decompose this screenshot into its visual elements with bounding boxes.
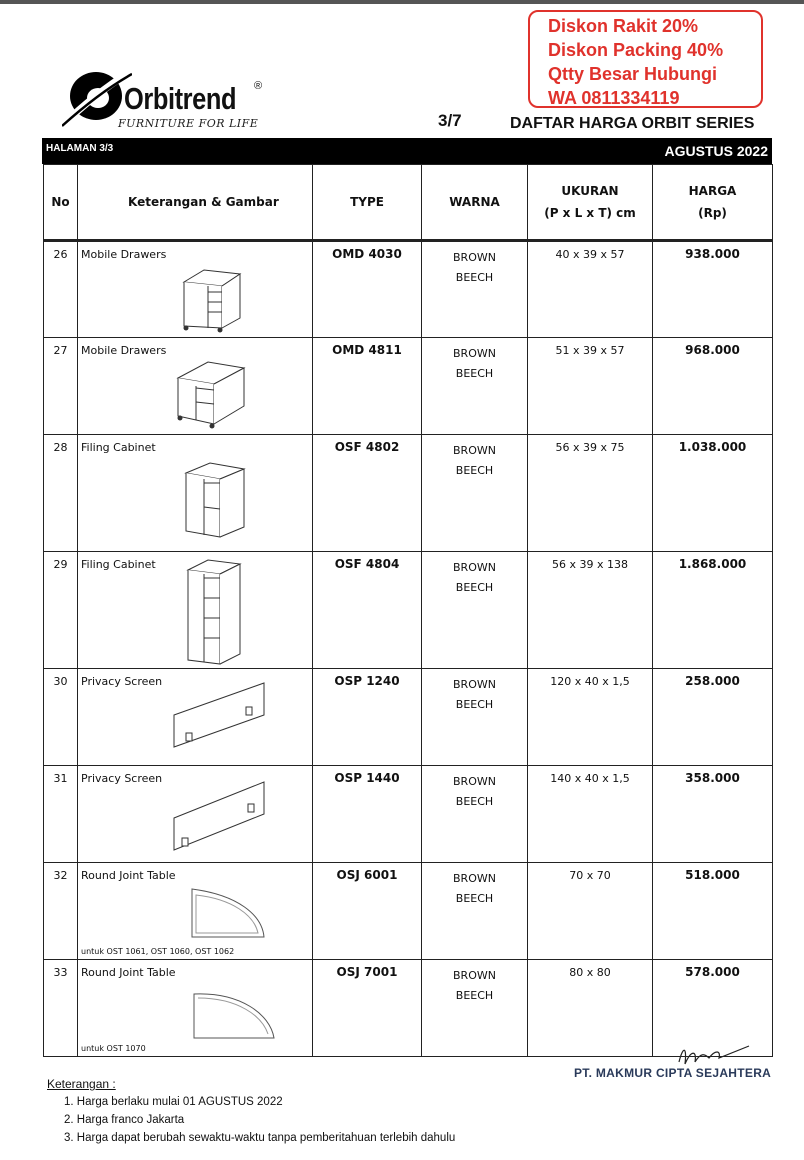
table-row [44,669,773,766]
col-header-harga-unit: (Rp) [698,206,727,220]
table-row [44,435,773,552]
row-color-2: BEECH [455,581,494,594]
row-no: 33 [44,960,78,1057]
row-desc [78,435,313,552]
row-color [422,863,528,960]
row-no: 32 [44,863,78,960]
registered-mark: ® [254,80,263,92]
row-size: 70 x 70 [528,863,653,960]
row-price: 358.000 [653,766,773,863]
row-note: untuk OST 1061, OST 1060, OST 1062 [81,947,235,956]
row-color-2: BEECH [455,795,494,808]
col-header-ukuran-title: UKURAN [561,184,619,198]
col-header-desc: Keterangan & Gambar [78,165,313,241]
row-no: 30 [44,669,78,766]
table-header-row [44,165,773,241]
note-item: 3. Harga dapat berubah sewaktu-waktu tanpa pemberitahuan terlebih dahulu [64,1132,456,1144]
row-type: OMD 4030 [313,241,422,338]
filing-cabinet-2-icon [182,457,248,541]
row-color-2: BEECH [455,892,494,905]
row-desc [78,766,313,863]
table-row [44,960,773,1057]
brand-tagline: FURNITURE FOR LIFE [118,117,259,130]
row-color-1: BROWN [453,444,496,457]
row-color [422,960,528,1057]
row-price: 938.000 [653,241,773,338]
round-joint-table-icon [190,988,280,1044]
row-no: 31 [44,766,78,863]
col-header-harga [653,165,773,241]
row-no: 28 [44,435,78,552]
row-color-1: BROWN [453,969,496,982]
mobile-drawer-2-icon [174,354,248,430]
row-color-2: BEECH [455,698,494,711]
col-header-ukuran [528,165,653,241]
row-price: 578.000 [653,960,773,1057]
privacy-screen-icon [172,681,268,751]
page-number: 3/7 [438,111,462,130]
row-color-1: BROWN [453,251,496,264]
row-desc [78,669,313,766]
row-size: 56 x 39 x 138 [528,552,653,669]
orbitrend-logo [62,66,282,136]
row-size: 51 x 39 x 57 [528,338,653,435]
row-desc [78,960,313,1057]
row-color-1: BROWN [453,872,496,885]
round-joint-table-icon [188,885,268,941]
promo-box [528,10,763,108]
row-price: 1.038.000 [653,435,773,552]
row-color-2: BEECH [455,271,494,284]
brand-name: Orbitrend [124,81,237,116]
row-type: OSF 4802 [313,435,422,552]
notes-list [64,1093,455,1147]
promo-line-4: WA 0811334119 [548,88,680,108]
filing-cabinet-4-icon [184,556,244,666]
row-no: 29 [44,552,78,669]
document-title: DAFTAR HARGA ORBIT SERIES [510,115,755,132]
row-color-1: BROWN [453,347,496,360]
col-header-harga-title: HARGA [688,184,737,198]
col-header-type: TYPE [313,165,422,241]
row-color-1: BROWN [453,775,496,788]
row-desc-text: Privacy Screen [81,772,163,785]
col-header-no: No [44,165,78,241]
section-label: HALAMAN 3/3 [46,143,114,154]
row-price: 258.000 [653,669,773,766]
row-desc-text: Filing Cabinet [81,558,156,571]
row-type: OSJ 7001 [313,960,422,1057]
row-desc-text: Round Joint Table [81,966,176,979]
row-color-2: BEECH [455,367,494,380]
promo-line-3: Qtty Besar Hubungi [548,64,718,84]
top-border [0,0,804,4]
row-color [422,669,528,766]
row-desc-text: Filing Cabinet [81,441,156,454]
row-price: 1.868.000 [653,552,773,669]
row-size: 40 x 39 x 57 [528,241,653,338]
promo-line-1: Diskon Rakit 20% [548,16,699,36]
row-type: OSJ 6001 [313,863,422,960]
row-color [422,241,528,338]
mobile-drawer-3-icon [178,264,244,334]
header-band [42,138,772,164]
price-table [43,164,773,1057]
company-name: PT. MAKMUR CIPTA SEJAHTERA [574,1066,772,1080]
col-header-warna: WARNA [422,165,528,241]
row-color [422,552,528,669]
row-desc-text: Privacy Screen [81,675,163,688]
row-desc [78,338,313,435]
table-row [44,552,773,669]
row-desc-text: Round Joint Table [81,869,176,882]
row-size: 120 x 40 x 1,5 [528,669,653,766]
row-desc [78,863,313,960]
row-type: OSP 1440 [313,766,422,863]
row-type: OSP 1240 [313,669,422,766]
row-color [422,435,528,552]
row-desc [78,552,313,669]
row-color-1: BROWN [453,561,496,574]
row-type: OSF 4804 [313,552,422,669]
col-header-ukuran-unit: (P x L x T) cm [544,206,636,220]
row-color [422,766,528,863]
row-color-1: BROWN [453,678,496,691]
row-price: 968.000 [653,338,773,435]
row-color [422,338,528,435]
table-row [44,766,773,863]
row-size: 140 x 40 x 1,5 [528,766,653,863]
row-size: 56 x 39 x 75 [528,435,653,552]
row-no: 26 [44,241,78,338]
notes-title: Keterangan : [47,1077,116,1091]
table-row [44,338,773,435]
row-size: 80 x 80 [528,960,653,1057]
note-item: 2. Harga franco Jakarta [64,1114,185,1126]
row-no: 27 [44,338,78,435]
row-type: OMD 4811 [313,338,422,435]
row-color-2: BEECH [455,989,494,1002]
row-color-2: BEECH [455,464,494,477]
period-label: AGUSTUS 2022 [664,143,768,159]
row-price: 518.000 [653,863,773,960]
row-desc-text: Mobile Drawers [81,248,167,261]
table-row [44,863,773,960]
row-note: untuk OST 1070 [81,1044,146,1053]
row-desc-text: Mobile Drawers [81,344,167,357]
row-desc [78,241,313,338]
privacy-screen-icon [172,780,268,852]
promo-line-2: Diskon Packing 40% [548,40,724,60]
note-item: 1. Harga berlaku mulai 01 AGUSTUS 2022 [64,1096,283,1108]
table-row [44,241,773,338]
